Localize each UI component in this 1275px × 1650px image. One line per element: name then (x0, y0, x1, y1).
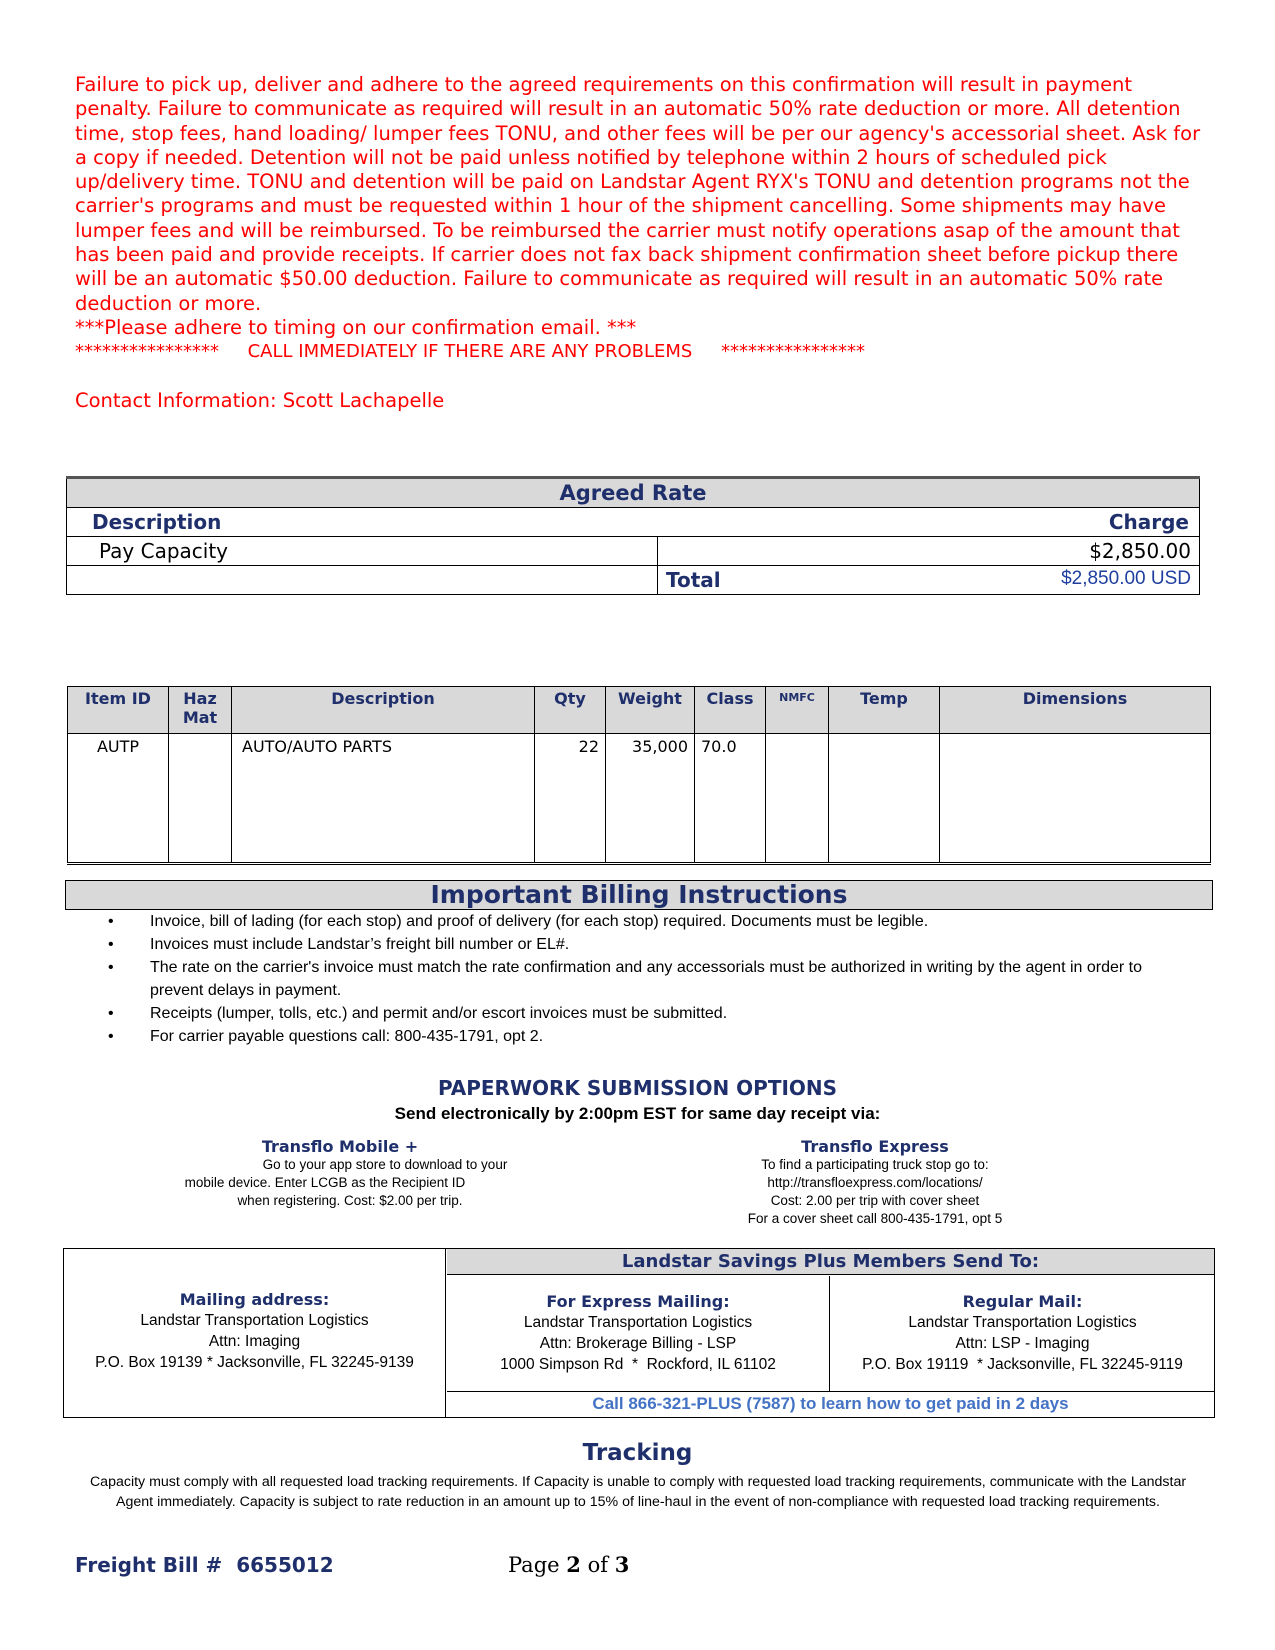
mailing-address-line1: Landstar Transportation Logistics (140, 1312, 369, 1329)
transflo-mobile-option (170, 1138, 530, 1210)
express-mailing-line2: Attn: Brokerage Billing - LSP (539, 1335, 737, 1352)
mailing-address-title: Mailing address: (179, 1290, 330, 1309)
transflo-express-option (700, 1138, 1050, 1228)
col-haz-mat: Haz Mat (169, 687, 232, 734)
items-table (67, 686, 1211, 865)
cell-dimensions (940, 734, 1211, 864)
col-item-id: Item ID (68, 687, 169, 734)
regular-mail-line3: P.O. Box 19119 * Jacksonville, FL 32245-9119 (862, 1356, 1183, 1373)
transflo-express-line2: http://transfloexpress.com/locations/ (767, 1175, 983, 1190)
transflo-mobile-line3: when registering. Cost: $2.00 per trip. (237, 1193, 463, 1208)
transflo-express-line4: For a cover sheet call 800-435-1791, opt 5 (747, 1211, 1003, 1226)
col-qty: Qty (535, 687, 606, 734)
agreed-rate-table (66, 476, 1200, 595)
cell-item-id: AUTP (68, 734, 169, 864)
regular-mail-section (831, 1291, 1214, 1407)
regular-mail-line1: Landstar Transportation Logistics (908, 1314, 1137, 1331)
mailing-address-section (64, 1249, 446, 1417)
cell-temp (829, 734, 940, 864)
billing-list (108, 910, 1168, 1048)
mailing-box (63, 1248, 1215, 1418)
transflo-express-line3: Cost: 2.00 per trip with cover sheet (770, 1193, 980, 1208)
description-header: Description (92, 510, 222, 534)
express-mailing-title: For Express Mailing: (546, 1292, 730, 1311)
page-current: 2 (566, 1552, 581, 1577)
mailing-address-line3: P.O. Box 19139 * Jacksonville, FL 32245-9139 (95, 1354, 414, 1371)
transflo-express-line1: To find a participating truck stop go to: (761, 1157, 989, 1172)
cell-description: AUTO/AUTO PARTS (232, 734, 535, 864)
transflo-mobile-title: Transflo Mobile + (261, 1137, 419, 1156)
regular-mail-line2: Attn: LSP - Imaging (955, 1335, 1090, 1352)
page-word: Page (508, 1553, 560, 1577)
charge-header: Charge (1108, 510, 1189, 534)
billing-title: Important Billing Instructions (65, 880, 1213, 910)
paperwork-title: PAPERWORK SUBMISSION OPTIONS (437, 1076, 838, 1100)
list-item: • Invoices must include Landstar’s freight bill number or EL#. (108, 933, 1168, 956)
list-item: • Receipts (lumper, tolls, etc.) and permit and/or escort invoices must be submitted. (108, 1002, 1168, 1025)
list-item: • For carrier payable questions call: 800-435-1791, opt 2. (108, 1025, 1168, 1048)
total-label: Total (666, 568, 721, 592)
express-mailing-section (447, 1291, 829, 1407)
transflo-mobile-line1: Go to your app store to download to your (262, 1157, 508, 1172)
savings-plus-title: Landstar Savings Plus Members Send To: (447, 1249, 1214, 1275)
savings-divider (829, 1276, 830, 1391)
call-note: **************** CALL IMMEDIATELY IF THERE ARE ANY PROBLEMS **************** (75, 341, 865, 363)
rate-line-description: Pay Capacity (67, 537, 658, 566)
savings-plus-call: Call 866-321-PLUS (7587) to learn how to get paid in 2 days (447, 1391, 1214, 1418)
cell-haz-mat (169, 734, 232, 864)
cell-qty: 22 (535, 734, 606, 864)
page-total: 3 (614, 1552, 630, 1577)
list-item: • Invoice, bill of lading (for each stop) and proof of delivery (for each stop) required. Documents must be legible. (108, 910, 1168, 933)
regular-mail-title: Regular Mail: (962, 1292, 1083, 1311)
express-mailing-line1: Landstar Transportation Logistics (523, 1314, 753, 1331)
terms-notice (75, 73, 1205, 413)
mailing-address-line2: Attn: Imaging (208, 1333, 301, 1350)
transflo-mobile-line2: mobile device. Enter LCGB as the Recipient ID (184, 1175, 466, 1190)
cell-nmfc (766, 734, 829, 864)
cell-class: 70.0 (695, 734, 766, 864)
freight-bill-number: 6655012 (236, 1553, 334, 1577)
tracking-text: Capacity must comply with all requested load tracking requirements. If Capacity is unable to comply with requested load tracking requirements, communicate with the Landstar Agent immediately. Capacity is subject to rate reduction in an amount up to 15% of line-haul in the event of non-compliance with requested load tracking requirements. (89, 1474, 1187, 1510)
page-of: of (587, 1553, 608, 1577)
express-mailing-line3: 1000 Simpson Rd * Rockford, IL 61102 (500, 1356, 776, 1373)
col-weight: Weight (606, 687, 695, 734)
paperwork-subtitle: Send electronically by 2:00pm EST for same day receipt via: (394, 1104, 881, 1123)
total-value: $2,850.00 USD (1061, 568, 1191, 589)
col-dimensions: Dimensions (940, 687, 1211, 734)
timing-note: ***Please adhere to timing on our confirmation email. *** (75, 315, 637, 339)
freight-bill-label: Freight Bill # (75, 1553, 223, 1577)
contact-info: Contact Information: Scott Lachapelle (75, 388, 445, 412)
rate-line-charge: $2,850.00 (658, 537, 1200, 566)
list-item: • The rate on the carrier's invoice must match the rate confirmation and any accessorials must be authorized in writing by the agent in order to prevent delays in payment. (108, 956, 1168, 1002)
page-number (508, 1552, 629, 1577)
col-description: Description (232, 687, 535, 734)
transflo-express-title: Transflo Express (801, 1137, 949, 1156)
tracking-title: Tracking (582, 1440, 693, 1466)
col-class: Class (695, 687, 766, 734)
cell-weight: 35,000 (606, 734, 695, 864)
col-nmfc: NMFC (766, 687, 829, 734)
table-row (68, 734, 1211, 864)
agreed-rate-title: Agreed Rate (67, 478, 1200, 508)
col-temp: Temp (829, 687, 940, 734)
terms-paragraph: Failure to pick up, deliver and adhere to the agreed requirements on this confirmation will result in payment penalty. Failure to communicate as required will result in an automatic 50% rate deduction or more. All detention time, stop fees, hand loading/ lumper fees TONU, and other fees will be per our agency's accessorial sheet. Ask for a copy if needed. Detention will not be paid unless notified by telephone within 2 hours of scheduled pick up/delivery time. TONU and detention will be paid on Landstar Agent RYX's TONU and detention programs not the carrier's programs and must be requested within 1 hour of the shipment cancelling. Some shipments may have lumper fees and will be reimbursed. To be reimbursed the carrier must notify operations asap of the amount that has been paid and provide receipts. If carrier does not fax back shipment confirmation sheet before pickup there will be an automatic $50.00 deduction. Failure to communicate as required will result in an automatic 50% rate deduction or more. (75, 73, 1201, 315)
freight-bill (75, 1553, 334, 1577)
